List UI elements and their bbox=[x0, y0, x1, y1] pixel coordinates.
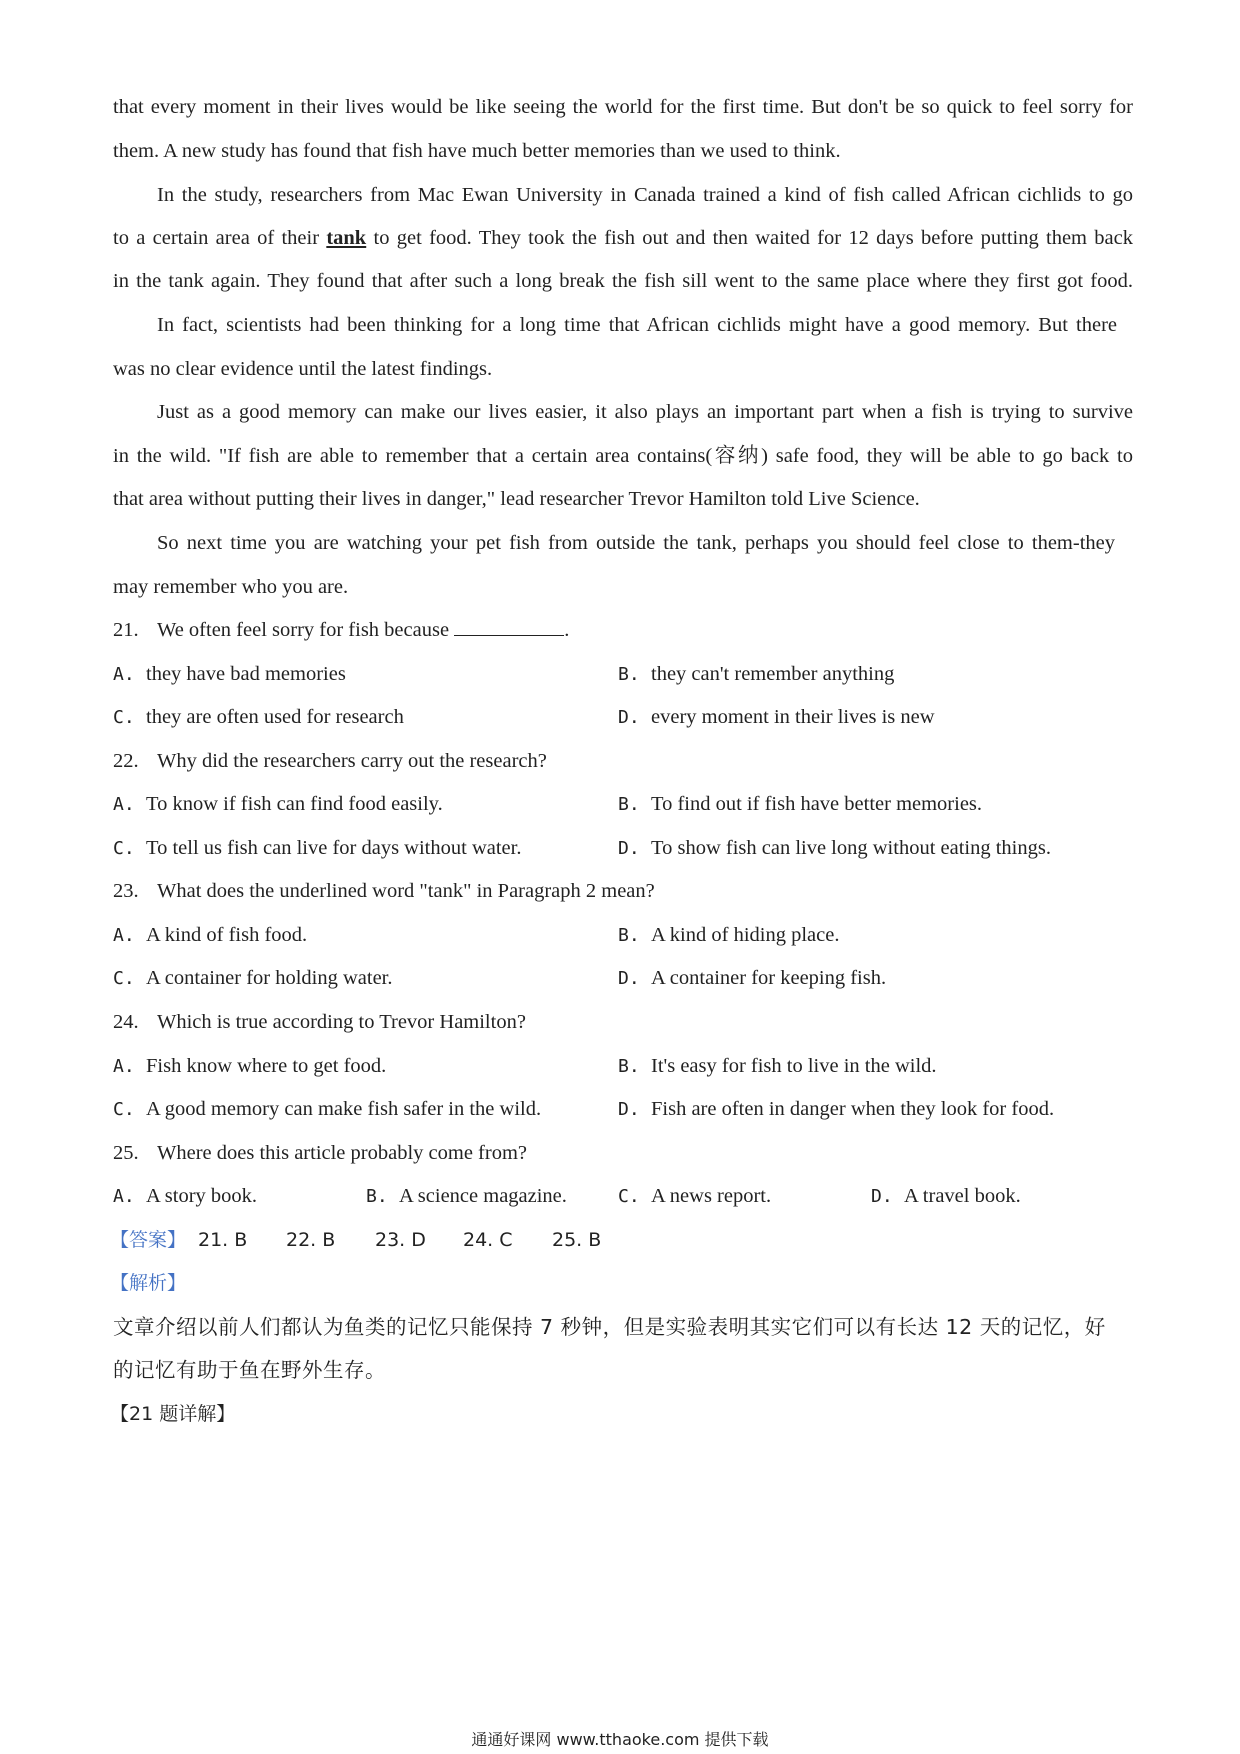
answer-item: 24. C bbox=[463, 1229, 513, 1251]
question-24: 24. Which is true according to Trevor Hamilton? bbox=[113, 1011, 526, 1033]
answer-blank bbox=[454, 617, 564, 636]
question-21: 21. We often feel sorry for fish because . bbox=[113, 619, 570, 641]
passage-line: So next time you are watching your pet fish from outside the tank, perhaps you should feel close to them-they bbox=[157, 532, 1115, 554]
question-22: 22. Why did the researchers carry out the research? bbox=[113, 750, 547, 772]
passage-line: may remember who you are. bbox=[113, 576, 349, 598]
option-22-c: C. To tell us fish can live for days without water. bbox=[113, 837, 522, 859]
answer-item: 22. B bbox=[286, 1229, 336, 1251]
option-24-c: C. A good memory can make fish safer in the wild. bbox=[113, 1098, 542, 1120]
answer-item: 21. B bbox=[198, 1229, 248, 1251]
option-21-c: C. they are often used for research bbox=[113, 706, 404, 728]
option-24-d: D. Fish are often in danger when they look for food. bbox=[618, 1098, 1055, 1120]
passage-line: Just as a good memory can make our lives easier, it also plays an important part when a fish is trying to survive bbox=[157, 401, 1133, 423]
option-24-b: B. It's easy for fish to live in the wild. bbox=[618, 1055, 937, 1077]
option-21-a: A. they have bad memories bbox=[113, 663, 346, 685]
option-25-d: D. A travel book. bbox=[871, 1185, 1021, 1207]
option-23-c: C. A container for holding water. bbox=[113, 967, 393, 989]
answer-item: 25. B bbox=[552, 1229, 602, 1251]
option-25-c: C. A news report. bbox=[618, 1185, 772, 1207]
option-22-a: A. To know if fish can find food easily. bbox=[113, 793, 443, 815]
answer-label: 【答案】 bbox=[110, 1229, 187, 1251]
option-23-d: D. A container for keeping fish. bbox=[618, 967, 887, 989]
option-25-b: B. A science magazine. bbox=[366, 1185, 567, 1207]
option-21-b: B. they can't remember anything bbox=[618, 663, 895, 685]
detail-label: 【21 题详解】 bbox=[110, 1403, 236, 1425]
answer-item: 23. D bbox=[375, 1229, 426, 1251]
passage-line: In the study, researchers from Mac Ewan University in Canada trained a kind of fish called African cichlids to go bbox=[157, 184, 1133, 206]
passage-line: in the tank again. They found that after such a long break the fish sill went to the same place where they first got food. bbox=[113, 270, 1133, 292]
analysis-label: 【解析】 bbox=[110, 1272, 187, 1294]
option-23-a: A. A kind of fish food. bbox=[113, 924, 308, 946]
passage-line: to a certain area of their tank to get food. They took the fish out and then waited for 12 days before putting them back bbox=[113, 227, 1133, 249]
underlined-word-tank: tank bbox=[326, 227, 367, 249]
analysis-text-line: 的记忆有助于鱼在野外生存。 bbox=[113, 1358, 386, 1382]
option-25-a: A. A story book. bbox=[113, 1185, 258, 1207]
passage-line: them. A new study has found that fish have much better memories than we used to think. bbox=[113, 140, 841, 162]
option-24-a: A. Fish know where to get food. bbox=[113, 1055, 387, 1077]
footer-watermark: 通通好课网 www.tthaoke.com 提供下载 bbox=[471, 1730, 769, 1749]
option-21-d: D. every moment in their lives is new bbox=[618, 706, 935, 728]
passage-line: that every moment in their lives would be like seeing the world for the first time. But don't be so quick to feel sorry for bbox=[113, 96, 1133, 118]
passage-line: was no clear evidence until the latest findings. bbox=[113, 358, 493, 380]
passage-line: In fact, scientists had been thinking for a long time that African cichlids might have a good memory. But there bbox=[157, 314, 1117, 336]
option-22-d: D. To show fish can live long without eating things. bbox=[618, 837, 1051, 859]
option-22-b: B. To find out if fish have better memories. bbox=[618, 793, 983, 815]
passage-line: that area without putting their lives in danger," lead researcher Trevor Hamilton told Live Science. bbox=[113, 488, 920, 510]
question-25: 25. Where does this article probably come from? bbox=[113, 1142, 527, 1164]
question-23: 23. What does the underlined word "tank" in Paragraph 2 mean? bbox=[113, 880, 655, 902]
analysis-text-line: 文章介绍以前人们都认为鱼类的记忆只能保持 7 秒钟，但是实验表明其实它们可以有长达 12 天的记忆，好 bbox=[113, 1315, 1106, 1339]
option-23-b: B. A kind of hiding place. bbox=[618, 924, 840, 946]
passage-line: in the wild. "If fish are able to remember that a certain area contains(容纳) safe food, they will be able to go back to bbox=[113, 445, 1133, 467]
